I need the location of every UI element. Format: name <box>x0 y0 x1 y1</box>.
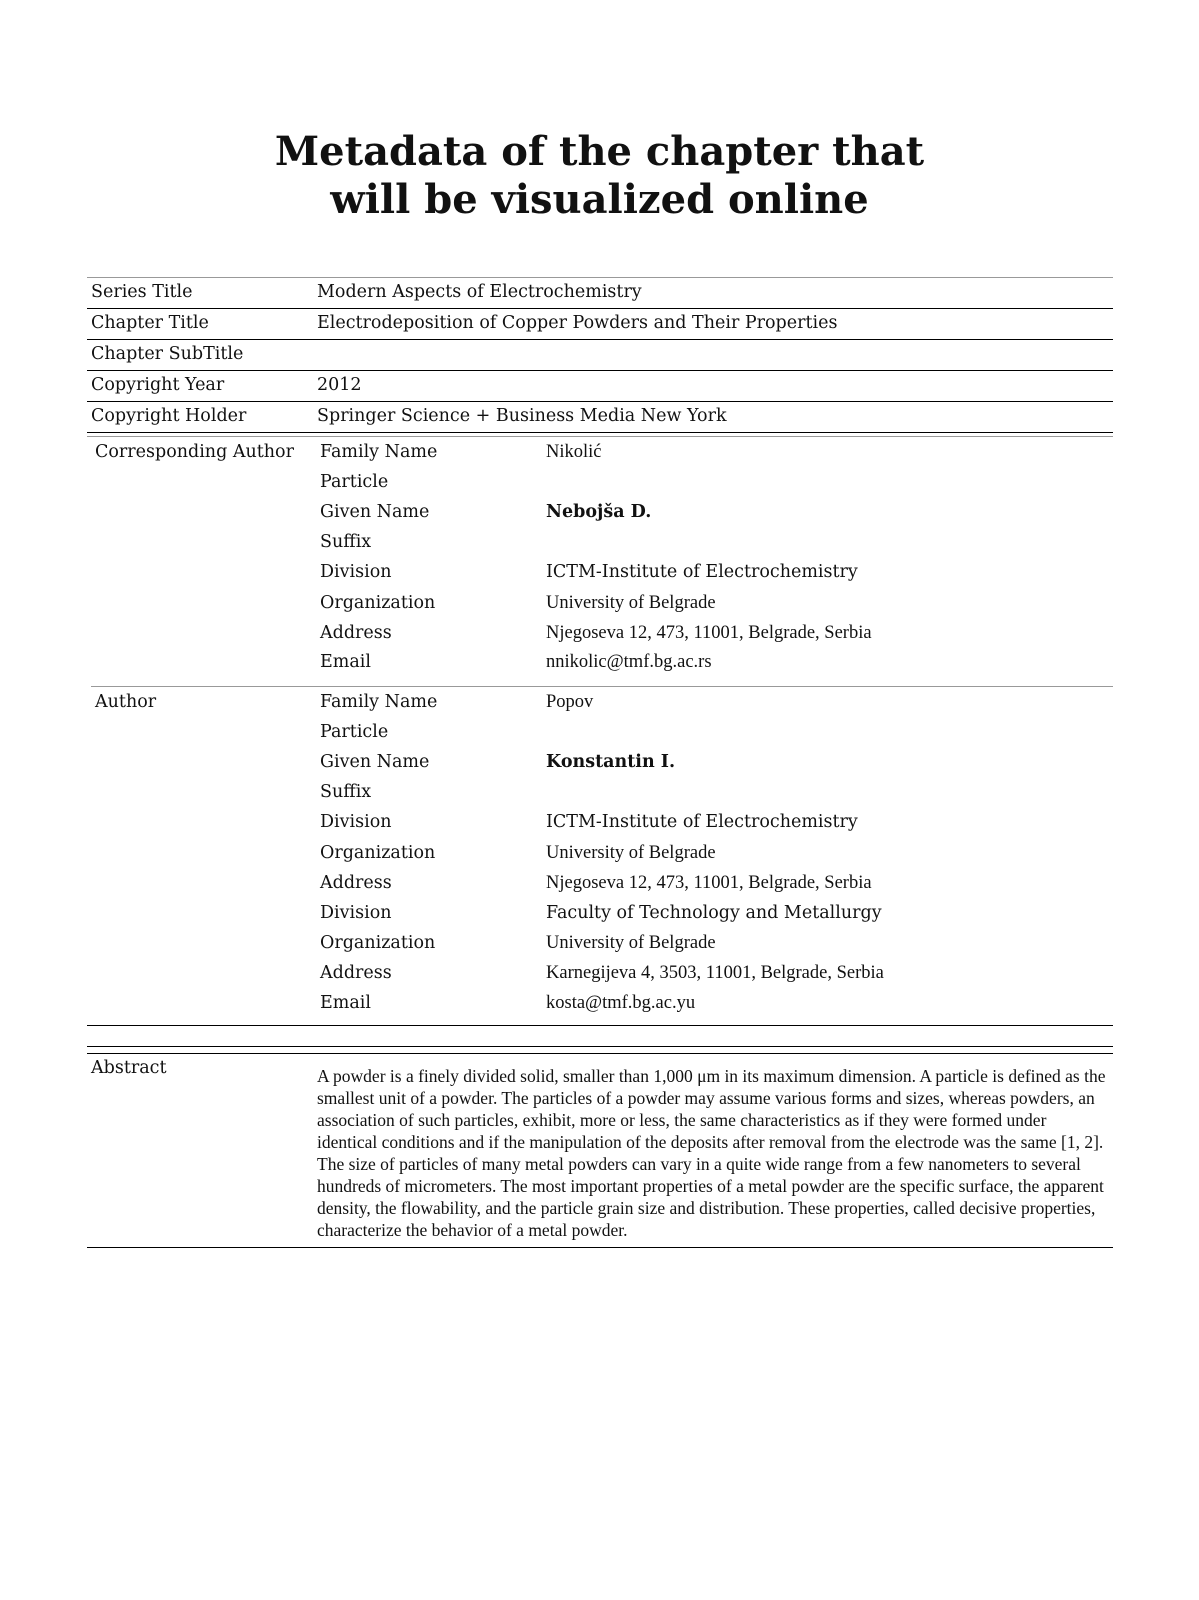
table-row-divider <box>87 308 1113 309</box>
field-value-division: Faculty of Technology and Metallurgy <box>546 903 882 923</box>
abstract-top-rule <box>87 1046 1113 1047</box>
field-label: Particle <box>320 472 389 492</box>
field-value-given-name: Konstantin I. <box>546 752 676 772</box>
field-label: Given Name <box>320 502 430 522</box>
field-label: Organization <box>320 593 436 613</box>
author-block-divider <box>91 686 1113 687</box>
field-label: Family Name <box>320 442 438 462</box>
field-value-address: Njegoseva 12, 473, 11001, Belgrade, Serbia <box>546 873 872 893</box>
field-value-email: nnikolic@tmf.bg.ac.rs <box>546 652 712 672</box>
field-value-address: Karnegijeva 4, 3503, 11001, Belgrade, Serbia <box>546 963 884 983</box>
meta-label-chapter-title: Chapter Title <box>91 313 209 333</box>
meta-label-chapter-subtitle: Chapter SubTitle <box>91 344 244 364</box>
field-label: Organization <box>320 843 436 863</box>
field-label: Particle <box>320 722 389 742</box>
abstract-label: Abstract <box>91 1058 167 1078</box>
abstract-bottom-rule <box>87 1247 1113 1248</box>
field-value-division: ICTM-Institute of Electrochemistry <box>546 562 858 582</box>
abstract-top-rule <box>87 1053 1113 1054</box>
field-value-family-name: Popov <box>546 692 594 712</box>
meta-value-chapter-title: Electrodeposition of Copper Powders and Their Properties <box>317 313 838 333</box>
meta-value-series-title: Modern Aspects of Electrochemistry <box>317 282 642 302</box>
meta-value-copyright-year: 2012 <box>317 375 362 395</box>
page-title-line-1: Metadata of the chapter that <box>274 128 925 175</box>
table-row-divider <box>87 370 1113 371</box>
field-value-email: kosta@tmf.bg.ac.yu <box>546 993 696 1013</box>
meta-label-copyright-holder: Copyright Holder <box>91 406 247 426</box>
field-value-organization: University of Belgrade <box>546 933 716 953</box>
author-role: Author <box>95 692 157 712</box>
field-label: Address <box>320 623 392 643</box>
field-value-organization: University of Belgrade <box>546 843 716 863</box>
authors-bottom-rule <box>87 1025 1113 1026</box>
field-label: Address <box>320 963 392 983</box>
field-label: Division <box>320 812 392 832</box>
field-value-address: Njegoseva 12, 473, 11001, Belgrade, Serbia <box>546 623 872 643</box>
field-label: Email <box>320 652 371 672</box>
field-value-division: ICTM-Institute of Electrochemistry <box>546 812 858 832</box>
table-row-divider <box>87 432 1113 433</box>
page-title-line-2: will be visualized online <box>330 176 869 223</box>
field-value-family-name: Nikolić <box>546 442 602 462</box>
field-label: Family Name <box>320 692 438 712</box>
meta-label-copyright-year: Copyright Year <box>91 375 225 395</box>
meta-label-series-title: Series Title <box>91 282 193 302</box>
table-row-divider <box>87 339 1113 340</box>
table-row-divider <box>87 436 1113 437</box>
corresponding-author-role: Corresponding Author <box>95 442 294 462</box>
meta-value-copyright-holder: Springer Science + Business Media New York <box>317 406 727 426</box>
abstract-text: A powder is a finely divided solid, smaller than 1,000 μm in its maximum dimension. A particle is defined as the smallest unit of a powder. The particles of a powder may assume various forms and sizes, whereas powders, an association of such particles, exhibit, more or less, the same characteristics as if they were formed under identical conditions and if the manipulation of the deposits after removal from the electrode was the same [1, 2]. The size of particles of many metal powders can vary in a quite wide range from a few nanometers to several hundreds of micrometers. The most important properties of a metal powder are the specific surface, the apparent density, the flowability, and the particle grain size and distribution. These properties, called decisive properties, characterize the behavior of a metal powder. <box>317 1066 1106 1240</box>
field-label: Given Name <box>320 752 430 772</box>
field-value-given-name: Nebojša D. <box>546 502 652 522</box>
field-label: Address <box>320 873 392 893</box>
field-label: Organization <box>320 933 436 953</box>
page-title <box>0 128 1199 224</box>
field-label: Division <box>320 903 392 923</box>
field-value-organization: University of Belgrade <box>546 593 716 613</box>
table-row-divider <box>87 401 1113 402</box>
field-label: Email <box>320 993 371 1013</box>
table-top-rule <box>87 277 1113 278</box>
field-label: Division <box>320 562 392 582</box>
field-label: Suffix <box>320 782 372 802</box>
field-label: Suffix <box>320 532 372 552</box>
